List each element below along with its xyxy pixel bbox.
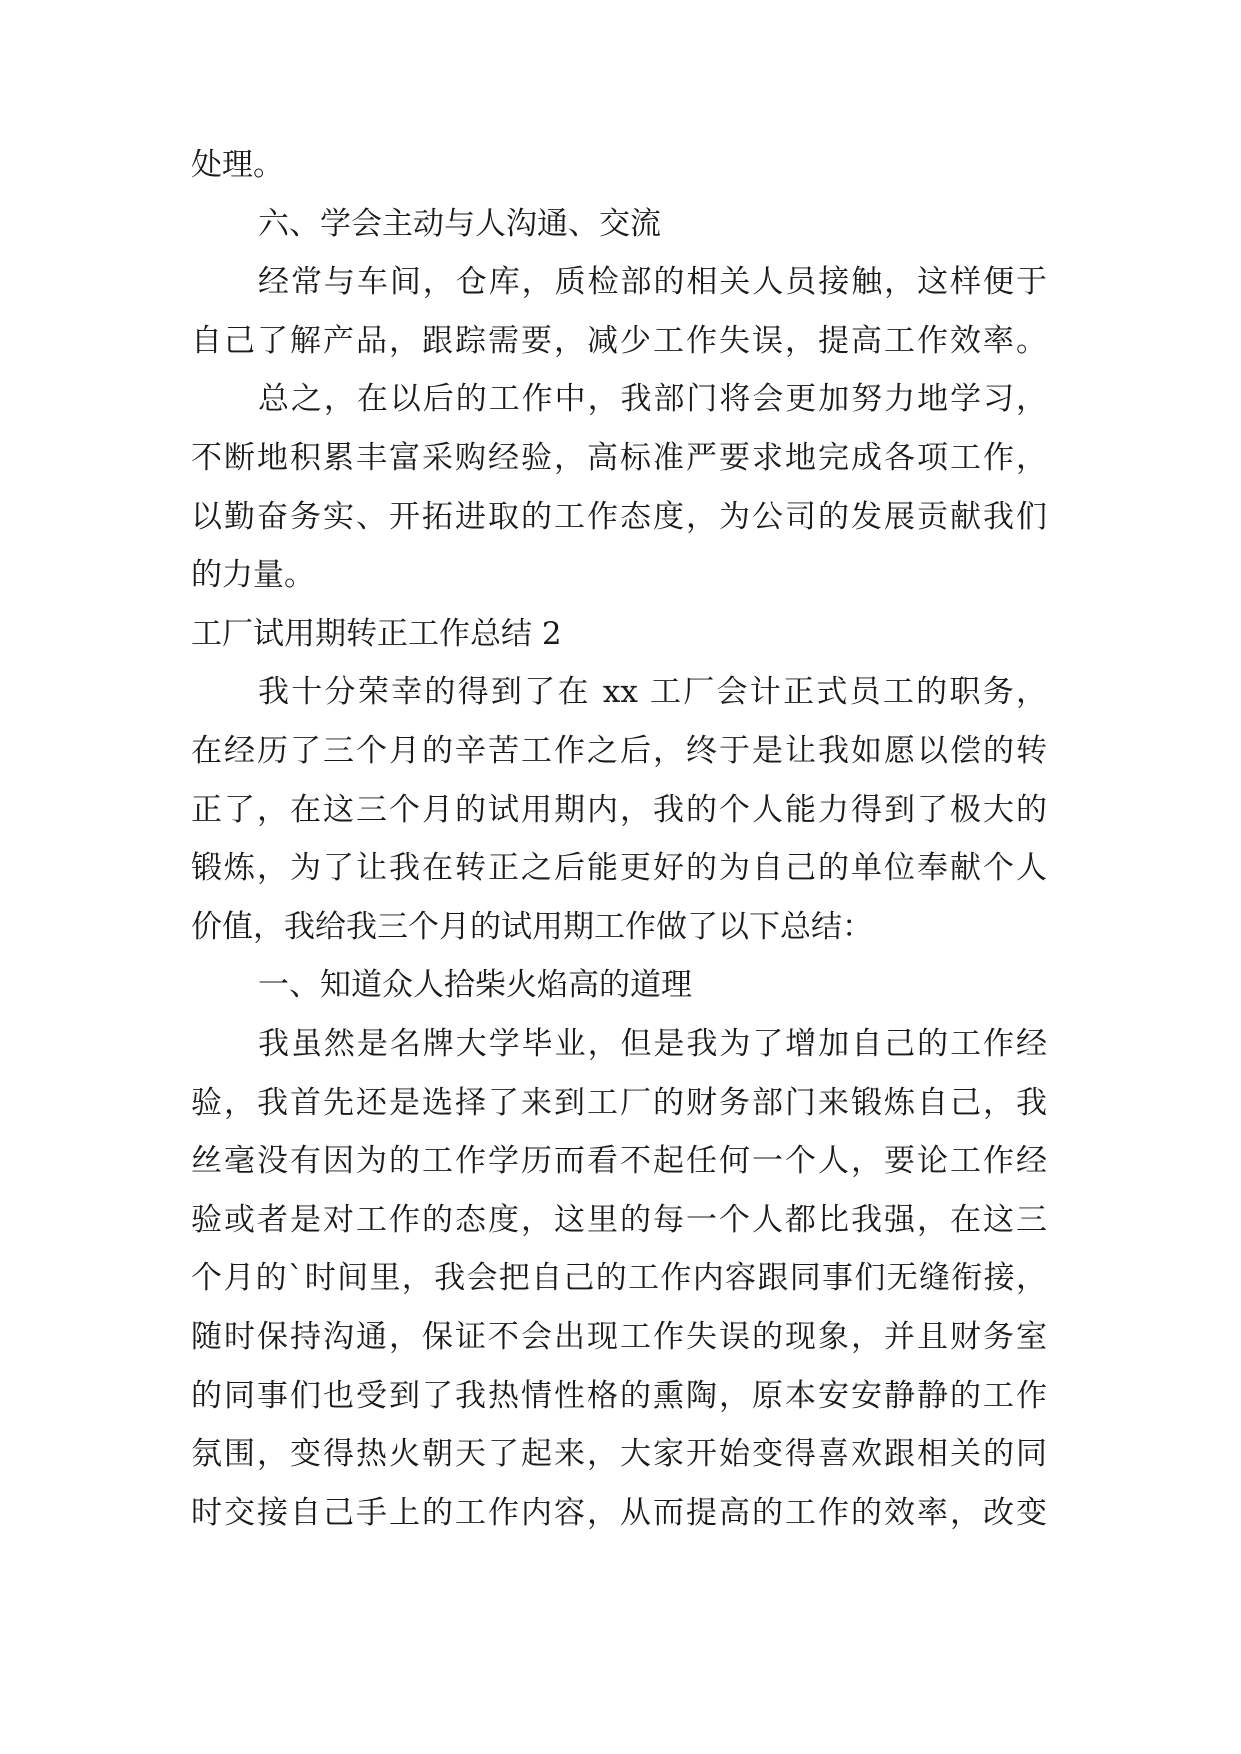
paragraph-line: 自己了解产品，跟踪需要，减少工作失误，提高工作效率。 [191,323,1047,359]
paragraph-line: 丝毫没有因为的工作学历而看不起任何一个人，要论工作经 [191,1143,1047,1179]
paragraph-line: 处理。 [191,147,284,183]
paragraph-line: 正了，在这三个月的试用期内，我的个人能力得到了极大的 [191,792,1047,828]
paragraph-line: 验或者是对工作的态度，这里的每一个人都比我强，在这三 [191,1202,1047,1238]
paragraph-line: 时交接自己手上的工作内容，从而提高的工作的效率，改变 [191,1495,1047,1531]
paragraph-first-line: 我十分荣幸的得到了在 xx 工厂会计正式员工的职务， [258,674,1047,710]
paragraph-line: 以勤奋务实、开拓进取的工作态度，为公司的发展贡献我们 [191,499,1047,535]
paragraph-line: 价值，我给我三个月的试用期工作做了以下总结： [191,909,873,945]
paragraph-line: 锻炼，为了让我在转正之后能更好的为自己的单位奉献个人 [191,850,1047,886]
paragraph-line: 不断地积累丰富采购经验，高标准严要求地完成各项工作， [191,440,1047,476]
paragraph-line: 的力量。 [191,557,315,593]
paragraph-line: 随时保持沟通，保证不会出现工作失误的现象，并且财务室 [191,1319,1047,1355]
paragraph-line: 工厂试用期转正工作总结 2 [191,616,562,652]
paragraph-first-line: 我虽然是名牌大学毕业，但是我为了增加自己的工作经 [258,1026,1047,1062]
paragraph-line: 在经历了三个月的辛苦工作之后，终于是让我如愿以偿的转 [191,733,1047,769]
paragraph-line: 验，我首先还是选择了来到工厂的财务部门来锻炼自己，我 [191,1085,1047,1121]
paragraph-line: 的同事们也受到了我热情性格的熏陶，原本安安静静的工作 [191,1378,1047,1414]
paragraph-line: 氛围，变得热火朝天了起来，大家开始变得喜欢跟相关的同 [191,1436,1047,1472]
paragraph-first-line: 六、学会主动与人沟通、交流 [258,206,661,242]
paragraph-first-line: 经常与车间，仓库，质检部的相关人员接触，这样便于 [258,264,1047,300]
paragraph-first-line: 一、知道众人拾柴火焰高的道理 [258,967,692,1003]
paragraph-first-line: 总之，在以后的工作中，我部门将会更加努力地学习， [258,381,1047,417]
paragraph-line: 个月的`时间里，我会把自己的工作内容跟同事们无缝衔接， [191,1260,1047,1296]
